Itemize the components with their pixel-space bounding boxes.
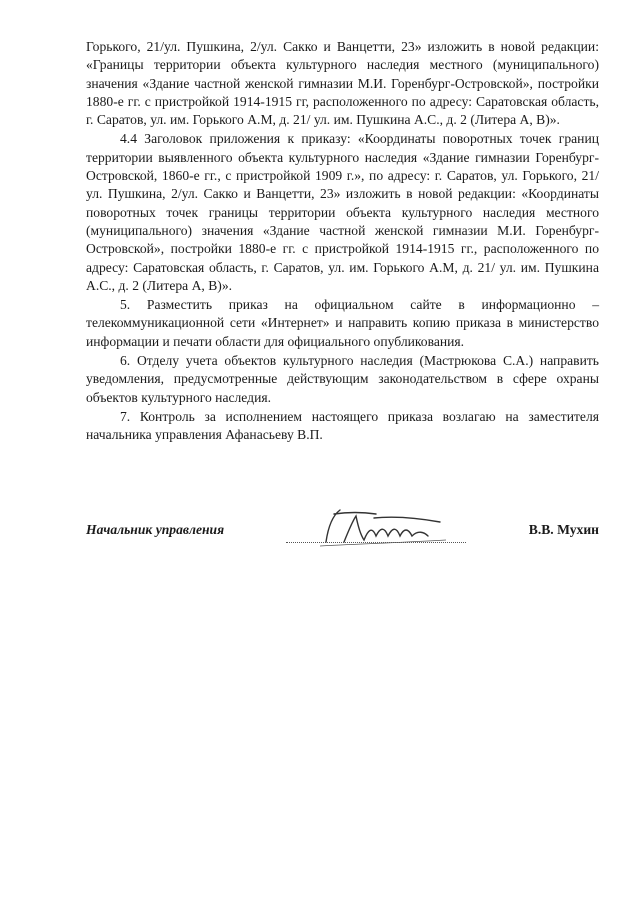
paragraph-5: 5. Разместить приказ на официальном сайте в информационно – телекоммуникационной сети «Интернет» и направить копию приказа в министерство информации и печати области для официального опубликования. <box>86 297 599 349</box>
signatory-title: Начальник управления <box>86 522 225 537</box>
document-body <box>86 38 599 445</box>
paragraph-4-4: 4.4 Заголовок приложения к приказу: «Координаты поворотных точек границ территории выявленного объекта культурного наследия «Здание гимназии Горенбург-Островской, 1860-е гг., с пристройкой 1909 г.», по адресу: г. Саратов, ул. Горького, 21/ул. Пушкина, 2/ул. Сакко и Ванцетти, 23» изложить в новой редакции: «Координаты поворотных точек границы территории объекта культурного наследия местного (муниципального) значения «Здание частной женской гимназии М.И. Горенбург-Островской», постройки 1880-е гг. с пристройкой 1914-1915 гг., расположенного по адресу: Саратовская область, г. Саратов, ул. им. Горького А.М, д. 21/ ул. им. Пушкина А.С., д. 2 (Литера А, В)». <box>86 131 599 293</box>
paragraph-continuation: Горького, 21/ул. Пушкина, 2/ул. Сакко и Ванцетти, 23» изложить в новой редакции: «Границы территории объекта культурного наследия местного (муниципального) значения «Здание частной женской гимназии М.И. Горенбург-Островской», постройки 1880-е гг. с пристройкой 1914-1915 гг, расположенного по адресу: Саратовская область, г. Саратов, ул. им. Горького А.М, д. 21/ ул. им. Пушкина А.С., д. 2 (Литера А, В)». <box>86 39 599 128</box>
signature-block <box>86 512 599 552</box>
paragraph-6: 6. Отделу учета объектов культурного наследия (Мастрюкова С.А.) направить уведомления, предусмотренные действующим законодательством в сфере охраны объектов культурного наследия. <box>86 353 599 405</box>
paragraph-7: 7. Контроль за исполнением настоящего приказа возлагаю на заместителя начальника управления Афанасьеву В.П. <box>86 408 599 443</box>
handwritten-signature <box>314 506 454 550</box>
signatory-name: В.В. Мухин <box>528 522 599 537</box>
